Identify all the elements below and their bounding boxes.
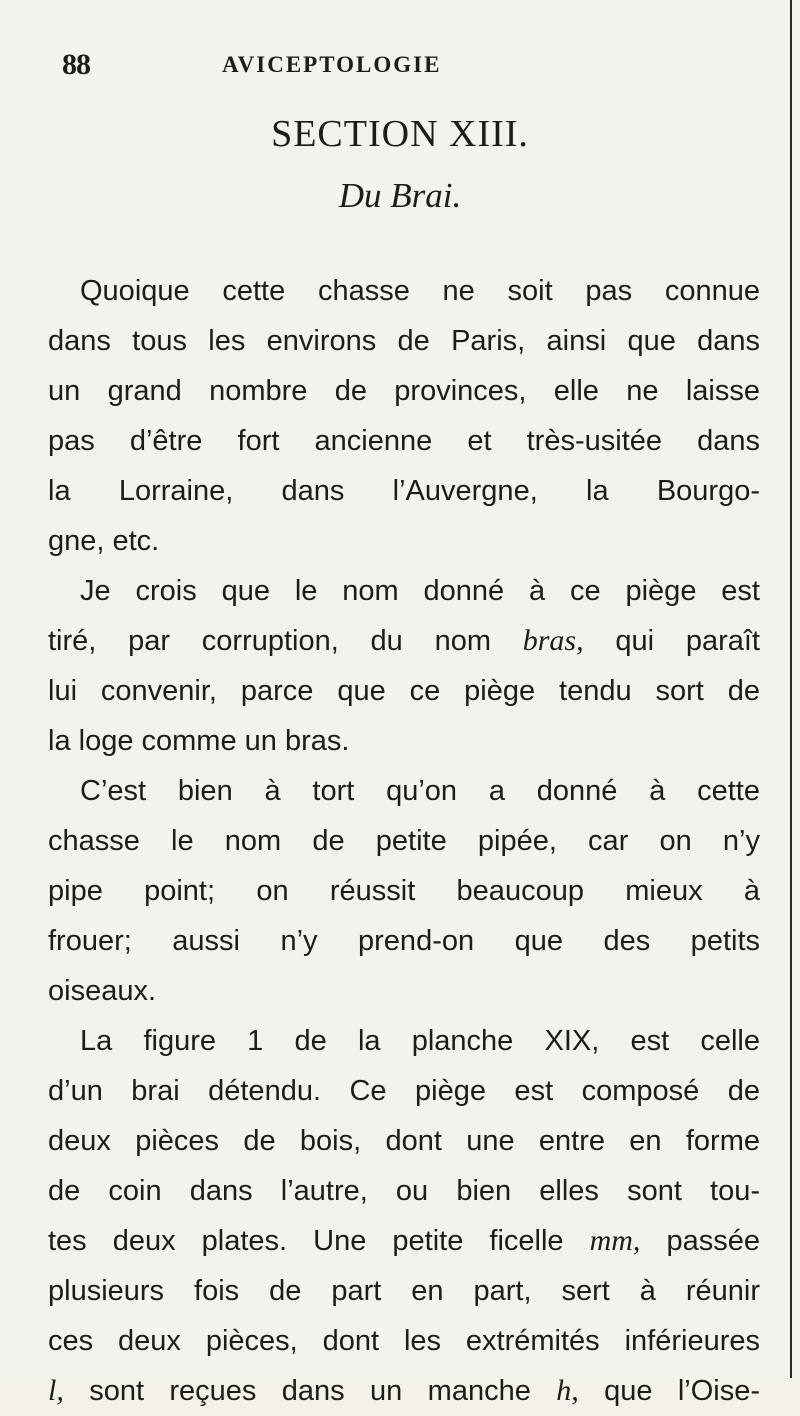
text-line: chasse le nom de petite pipée, car on n’y <box>48 825 760 857</box>
page-number: 88 <box>62 48 90 81</box>
text-segment: tiré, par corruption, du nom <box>48 625 523 657</box>
text-line: la Lorraine, dans l’Auvergne, la Bourgo- <box>48 475 760 507</box>
italic-word: h, <box>556 1374 579 1407</box>
text-line: de coin dans l’autre, ou bien elles sont tou- <box>48 1175 760 1207</box>
text-segment: passée <box>640 1225 760 1257</box>
italic-word: mm, <box>589 1224 641 1257</box>
text-line: oiseaux. <box>48 975 157 1007</box>
text-line: dans tous les environs de Paris, ainsi que dans <box>48 325 760 357</box>
text-line: plusieurs fois de part en part, sert à réunir <box>48 1275 760 1307</box>
text-line: frouer; aussi n’y prend-on que des petits <box>48 925 760 957</box>
text-line: Quoique cette chasse ne soit pas connue <box>80 275 760 307</box>
section-title: SECTION XIII. <box>271 113 529 155</box>
text-line: pas d’être fort ancienne et très-usitée dans <box>48 425 760 457</box>
text-segment: que l’Oise- <box>578 1375 761 1407</box>
text-line: un grand nombre de provinces, elle ne laisse <box>48 375 760 407</box>
text-line <box>48 1366 760 1416</box>
text-segment: sont reçues dans un manche <box>63 1375 557 1407</box>
italic-word: bras, <box>522 624 584 657</box>
body-text <box>48 266 760 1416</box>
section-subtitle: Du Brai. <box>338 176 462 215</box>
text-line: La figure 1 de la planche XIX, est celle <box>80 1025 760 1057</box>
text-segment: qui paraît <box>583 625 760 657</box>
text-line <box>48 1216 760 1266</box>
text-line: pipe point; on réussit beaucoup mieux à <box>48 875 760 907</box>
text-line: Je crois que le nom donné à ce piège est <box>80 575 760 607</box>
text-line: lui convenir, parce que ce piège tendu sort de <box>48 675 760 707</box>
text-line: d’un brai détendu. Ce piège est composé de <box>48 1075 760 1107</box>
running-head: AVICEPTOLOGIE <box>222 52 442 77</box>
text-segment: tes deux plates. Une petite ficelle <box>48 1225 590 1257</box>
text-line: ces deux pièces, dont les extrémités inférieures <box>48 1325 760 1357</box>
text-line: deux pièces de bois, dont une entre en forme <box>48 1125 760 1157</box>
text-line <box>48 616 760 666</box>
italic-word: l, <box>48 1374 64 1407</box>
text-line: C’est bien à tort qu’on a donné à cette <box>80 775 760 807</box>
page-header <box>62 48 722 88</box>
text-line: gne, etc. <box>48 525 160 557</box>
text-line: la loge comme un bras. <box>48 725 350 757</box>
